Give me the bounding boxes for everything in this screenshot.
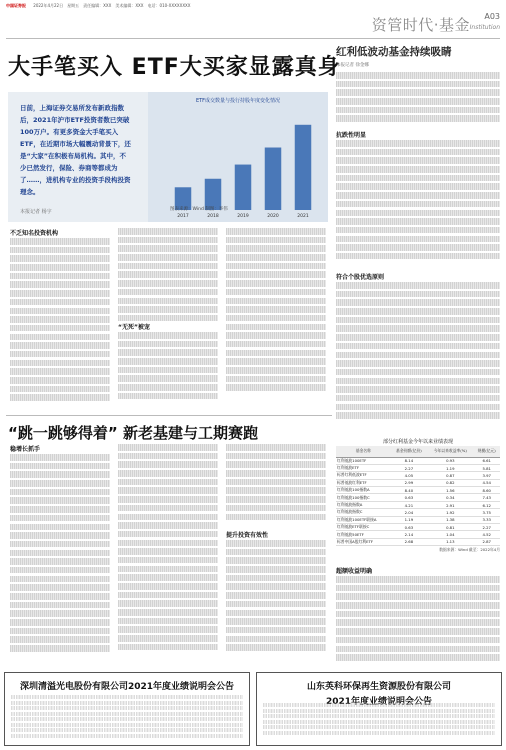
right-col-body-1	[336, 140, 500, 272]
table-cell: 3.33	[473, 516, 500, 523]
page-code: A03	[484, 12, 500, 21]
chart-bar	[235, 165, 252, 210]
bar-chart	[148, 92, 328, 222]
chart-title: ETF成交数量与投行持股年度变化情况	[195, 98, 281, 104]
table-cell: 0.63	[391, 494, 428, 501]
table-cell: 8.60	[473, 487, 500, 494]
table-cell: 红利低波100指数A	[336, 487, 391, 494]
right-col-body-2	[336, 282, 500, 432]
second-col-2	[118, 444, 218, 666]
table-header-row	[336, 446, 500, 457]
table-row	[336, 457, 500, 464]
right-col-intro	[336, 72, 500, 132]
table-cell: 2.68	[391, 538, 428, 545]
chart-x-tick-label: 2019	[237, 214, 249, 219]
announcement-right-body	[263, 703, 495, 739]
table-cell: 红利低波100ETF	[336, 457, 391, 464]
table-cell: 4.52	[473, 531, 500, 538]
right-byline: 本报记者 徐金娜	[336, 63, 369, 68]
table-cell: 1.19	[391, 516, 428, 523]
table-row	[336, 472, 500, 479]
chart-caption: 图表来源：Wind 制图：李伟	[170, 207, 228, 212]
chart-x-tick-label: 2020	[267, 214, 279, 219]
table-cell: 6.61	[473, 457, 500, 464]
second-subhead-1: 稳增长抓手	[10, 446, 41, 453]
table-cell: 0.82	[427, 479, 473, 486]
chart-x-tick-label: 2018	[207, 214, 219, 219]
table-header-cell: 今年以来收益率(%)	[427, 446, 473, 457]
subhead-1: 不乏知名投资机构	[10, 230, 59, 237]
table-title: 部分红利基金今年以来业绩表现	[382, 439, 453, 445]
table-header-cell: 基金名称	[336, 446, 391, 457]
section-subtitle: Institution	[469, 24, 500, 31]
right-subhead-3: 超额收益明确	[336, 568, 373, 575]
right-subhead-1: 抗跌性明显	[336, 132, 367, 139]
table-cell: 5.81	[473, 464, 500, 471]
table-cell: 4.54	[473, 479, 500, 486]
second-subhead-2: 提升投资有效性	[226, 532, 269, 539]
chart-x-tick-label: 2021	[297, 214, 309, 219]
table-cell: 0.93	[427, 457, 473, 464]
main-headline: 大手笔买入 ETF大买家显露真身	[8, 55, 341, 80]
table-cell: 2.14	[391, 531, 428, 538]
announcement-right-subtitle: 2021年度业绩说明会公告	[325, 697, 433, 707]
mid-divider	[6, 415, 332, 416]
main-article-col-3	[226, 228, 326, 408]
chart-area	[148, 92, 328, 222]
table-body	[336, 457, 500, 546]
right-col-body-3	[336, 576, 500, 666]
table-cell: 红利低波100ETF联接A	[336, 516, 391, 523]
table-source: 数据来源：Wind 截至：2022年4月	[439, 547, 500, 553]
section-title: 资管时代·基金	[371, 16, 470, 34]
table-cell: 6.12	[473, 501, 500, 508]
chart-bar	[265, 148, 282, 210]
second-headline: “跳一跳够得着” 新老基建与工期赛跑	[8, 424, 258, 442]
table-cell: 2.27	[473, 524, 500, 531]
table-cell: 3.75	[473, 509, 500, 516]
right-headline: 红利低波动基金持续吸睛	[336, 46, 452, 58]
table-cell: 标普红利低波ETF	[336, 472, 391, 479]
table-cell: 2.87	[473, 538, 500, 545]
second-col-3a	[226, 444, 326, 528]
table-row	[336, 464, 500, 471]
top-divider	[6, 38, 500, 39]
table-cell: 8.40	[391, 487, 428, 494]
second-col-3b	[226, 540, 326, 666]
table-row	[336, 479, 500, 486]
table-cell: 0.34	[427, 494, 473, 501]
table-cell: 2.04	[391, 509, 428, 516]
table-cell: 红利低波指数A	[336, 501, 391, 508]
table-cell: 0.81	[427, 524, 473, 531]
main-article-col-2b	[118, 332, 218, 408]
main-byline: 本报记者 杨宇	[20, 209, 52, 215]
table-cell: 标普中国A股红利ETF	[336, 538, 391, 545]
table-cell: 4.21	[391, 501, 428, 508]
table-cell: 7.43	[473, 494, 500, 501]
main-article-col-1	[10, 238, 110, 408]
table-cell: 1.13	[427, 538, 473, 545]
masthead: 中国证券报	[6, 3, 26, 8]
table-cell: 3.97	[473, 472, 500, 479]
table-cell: 1.19	[427, 464, 473, 471]
lead-box	[8, 92, 328, 222]
table-cell: 标普低波红利ETF	[336, 479, 391, 486]
chart-x-tick-label: 2017	[177, 214, 189, 219]
table-row	[336, 487, 500, 494]
subhead-2: “无死”被宠	[118, 324, 150, 331]
table-cell: 1.04	[427, 531, 473, 538]
table-cell: 0.87	[427, 472, 473, 479]
table-cell: 红利低波ETF	[336, 464, 391, 471]
chart-bar	[295, 125, 312, 210]
table-cell: 红利低波50ETF	[336, 531, 391, 538]
announcement-left	[4, 672, 250, 746]
table-row	[336, 531, 500, 538]
table-row	[336, 509, 500, 516]
fund-table-box	[336, 438, 500, 562]
table-cell: 8.14	[391, 457, 428, 464]
announcement-left-body	[11, 695, 243, 739]
table-cell: 1.92	[427, 509, 473, 516]
table-row	[336, 524, 500, 531]
second-col-1	[10, 454, 110, 666]
table-cell: 红利低波100指数C	[336, 494, 391, 501]
table-cell: 0.63	[391, 524, 428, 531]
table-cell: 2.27	[391, 464, 428, 471]
fund-table	[336, 446, 500, 546]
announcement-left-title: 深圳清溢光电股份有限公司2021年度业绩说明会公告	[19, 682, 235, 692]
table-row	[336, 494, 500, 501]
table-row	[336, 516, 500, 523]
announcement-right	[256, 672, 502, 746]
table-header-cell: 规模(亿元)	[473, 446, 500, 457]
lead-paragraph: 日前，上海证券交易所发布新政指数后，2021年沪市ETF投资者数已突破100万户。有更多资金大手笔买入ETF，在近期市场大幅震动背景下，还是“大家”在积极布局机构。其中，不少已然发行，保险、券商等都成为了……，进机构专业的投资手段构投资理念。	[20, 104, 131, 196]
table-header-cell: 基金份额(亿份)	[391, 446, 428, 457]
table-cell: 4.05	[391, 472, 428, 479]
table-cell: 2.91	[427, 501, 473, 508]
page-meta: 2022年4月22日 星期五 责任编辑：XXX 美术编辑：XXX 电话：010-XXXXXXXX	[33, 3, 191, 8]
table-cell: 1.56	[427, 487, 473, 494]
table-cell: 2.99	[391, 479, 428, 486]
table-cell: 1.38	[427, 516, 473, 523]
announcement-right-title: 山东英科环保再生资源股份有限公司	[306, 682, 451, 692]
table-row	[336, 501, 500, 508]
table-row	[336, 538, 500, 545]
table-cell: 红利低波指数C	[336, 509, 391, 516]
table-cell: 红利低波ETF联接C	[336, 524, 391, 531]
right-subhead-2: 符合个股优选原则	[336, 274, 385, 281]
